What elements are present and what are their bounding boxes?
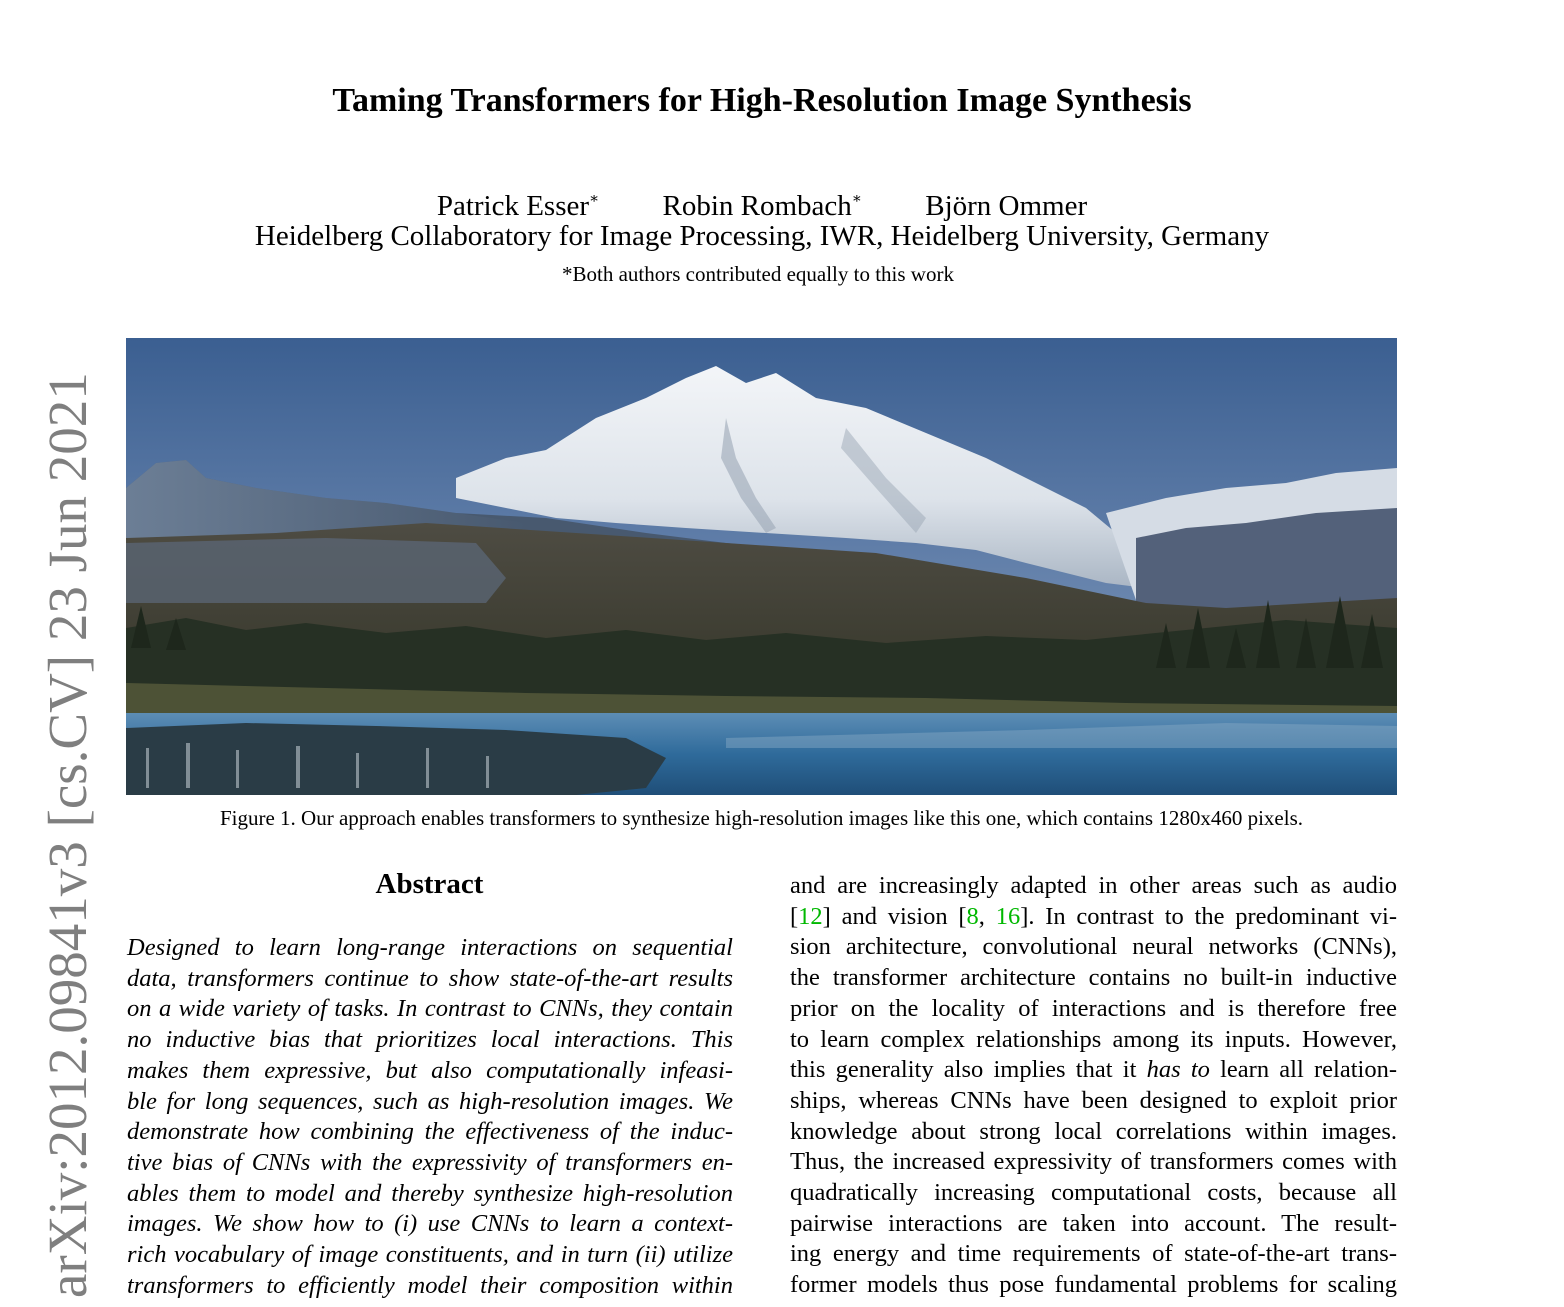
abstract-line: demonstrate how combining the effectiveness of the induc- <box>127 1118 733 1146</box>
figure-1-landscape-image <box>126 338 1397 795</box>
citation-link-8[interactable]: 8 <box>966 902 979 930</box>
abstract-heading: Abstract <box>375 868 484 900</box>
citation-link-12[interactable]: 12 <box>798 902 823 930</box>
intro-line: pairwise interactions are taken into account. The result- <box>790 1209 1397 1237</box>
intro-line: Thus, the increased expressivity of transformers comes with <box>790 1148 1397 1176</box>
abstract-line: transformers to efficiently model their composition within <box>127 1271 733 1299</box>
abstract-line: images. We show how to (i) use CNNs to learn a context- <box>127 1210 733 1238</box>
intro-text-fragment: , <box>978 902 996 930</box>
arxiv-identifier-stamp: arXiv:2012.09841v3 [cs.CV] 23 Jun 2021 <box>37 372 98 1298</box>
intro-text-fragment: ]. In contrast to the predominant vi- <box>1020 902 1398 930</box>
intro-line: ing energy and time requirements of state-of-the-art trans- <box>790 1240 1397 1268</box>
affiliation: Heidelberg Collaboratory for Image Processing, IWR, Heidelberg University, Germany <box>254 220 1270 252</box>
intro-line: ships, whereas CNNs have been designed to exploit prior <box>790 1086 1397 1114</box>
equal-contribution-mark: ∗ <box>851 191 862 207</box>
abstract-line: data, transformers continue to show state-of-the-art results <box>127 964 733 992</box>
intro-line-citations <box>790 902 1397 933</box>
abstract-line: no inductive bias that prioritizes local interactions. This <box>127 1026 733 1054</box>
author-name: Patrick Esser <box>436 190 590 222</box>
intro-line: and are increasingly adapted in other areas such as audio <box>790 872 1397 899</box>
abstract-line: Designed to learn long-range interactions on sequential <box>127 934 733 961</box>
intro-line: knowledge about strong local correlations within images. <box>790 1117 1397 1145</box>
abstract-line: tive bias of CNNs with the expressivity of transformers en- <box>127 1148 733 1176</box>
intro-text-fragment: [ <box>790 902 799 930</box>
paper-title: Taming Transformers for High-Resolution Image Synthesis <box>332 82 1192 119</box>
equal-contribution-mark: ∗ <box>589 191 600 207</box>
intro-text-fragment: this generality also implies that it <box>790 1056 1147 1084</box>
intro-line: to learn complex relationships among its inputs. However, <box>790 1025 1397 1053</box>
intro-line-emphasis <box>790 1055 1397 1086</box>
abstract-text <box>127 933 733 1301</box>
intro-line: sion architecture, convolutional neural networks (CNNs), <box>790 933 1397 961</box>
abstract-line: makes them expressive, but also computationally infeasi- <box>127 1056 733 1084</box>
author-name: Björn Ommer <box>925 190 1088 222</box>
intro-line: former models thus pose fundamental problems for scaling <box>790 1271 1397 1299</box>
citation-link-16[interactable]: 16 <box>995 902 1021 930</box>
figure-1-caption: Figure 1. Our approach enables transformers to synthesize high-resolution images like this one, which contains 1280x460 pixels. <box>219 806 1304 830</box>
abstract-line: ble for long sequences, such as high-resolution images. We <box>127 1087 733 1115</box>
abstract-line: ables them to model and thereby synthesize high-resolution <box>127 1179 733 1207</box>
intro-line: the transformer architecture contains no built-in inductive <box>790 964 1397 992</box>
equal-contribution-note: *Both authors contributed equally to this work <box>562 262 954 286</box>
abstract-line: on a wide variety of tasks. In contrast to CNNs, they contain <box>127 995 733 1023</box>
emphasis-has-to: has to <box>1146 1056 1210 1084</box>
introduction-text <box>790 871 1397 1301</box>
intro-line: quadratically increasing computational costs, because all <box>790 1179 1397 1207</box>
abstract-line: rich vocabulary of image constituents, and in turn (ii) utilize <box>127 1241 733 1269</box>
intro-line: prior on the locality of interactions and is therefore free <box>790 994 1397 1022</box>
author-name: Robin Rombach <box>662 190 852 222</box>
intro-text-fragment: learn all relation- <box>1209 1056 1397 1084</box>
intro-text-fragment: ] and vision [ <box>822 902 967 930</box>
